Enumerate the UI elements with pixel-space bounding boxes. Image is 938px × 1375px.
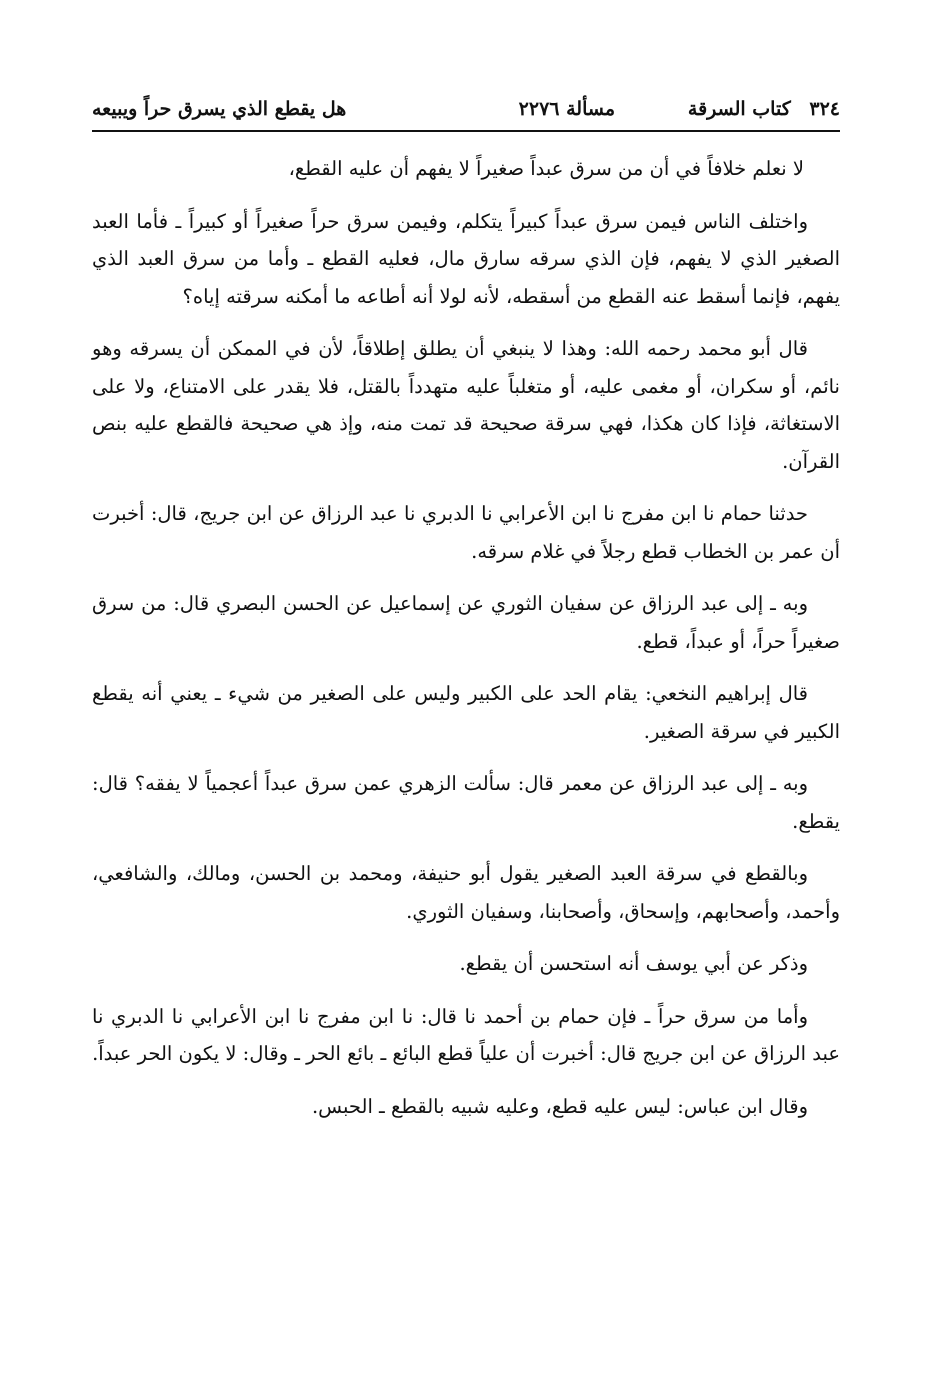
page-body: [92, 150, 840, 1125]
book-title: كتاب السرقة: [687, 98, 791, 120]
running-title: هل يقطع الذي يسرق حراً ويبيعه: [92, 98, 347, 120]
paragraph: وذكر عن أبي يوسف أنه استحسن أن يقطع.: [459, 952, 808, 975]
book-page: [92, 92, 840, 1125]
paragraph: حدثنا حمام نا ابن مفرج نا ابن الأعرابي نا الدبري نا عبد الرزاق عن ابن جريج، قال: أخبرت أن عمر بن الخطاب قطع رجلاً في غلام سرقه.: [92, 502, 840, 563]
paragraph: وأما من سرق حراً ـ فإن حمام بن أحمد نا قال: نا ابن مفرج نا ابن الأعرابي نا الدبري نا عبد الرزاق عن ابن جريج قال: أخبرت أن علياً قطع البائع ـ بائع الحر ـ وقال: لا يكون الحر عبداً.: [92, 1004, 840, 1065]
header-book-info: [688, 92, 840, 126]
paragraph: وبه ـ إلى عبد الرزاق عن معمر قال: سألت الزهري عمن سرق عبداً أعجمياً لا يفقه؟ قال: يقطع.: [92, 772, 840, 833]
paragraph: قال أبو محمد رحمه الله: وهذا لا ينبغي أن يطلق إطلاقاً، لأن في الممكن أن يسرقه وهو نائم، أو سكران، أو مغمى عليه، أو متغلباً عليه متهدداً بالقتل، فلا يقدر على الامتناع، ولا على الاستغاثة، فإذا كان هكذا، فهي سرقة صحيحة قد تمت منه، وإذ هي صحيحة فالقطع عليه بنص القرآن.: [92, 337, 840, 473]
paragraph: لا نعلم خلافاً في أن من سرق عبداً صغيراً لا يفهم أن عليه القطع،: [288, 157, 804, 180]
page-number: ٣٢٤: [809, 98, 840, 120]
paragraph: واختلف الناس فيمن سرق عبداً كبيراً يتكلم، وفيمن سرق حراً صغيراً أو كبيراً ـ فأما العبد الصغير الذي لا يفهم، فإن الذي سرقه سارق مال، فعليه القطع ـ وأما من سرق العبد الذي يفهم، فإنما أسقط عنه القطع من أسقطه، لأنه لولا أنه أطاعه ما أمكنه سرقته إياه؟: [92, 209, 840, 308]
paragraph: وقال ابن عباس: ليس عليه قطع، وعليه شبيه بالقطع ـ الحبس.: [311, 1094, 808, 1118]
paragraph: وبالقطع في سرقة العبد الصغير يقول أبو حنيفة، ومحمد بن الحسن، ومالك، والشافعي، وأحمد، وأصحابهم، وإسحاق، وأصحابنا، وسفيان الثوري.: [92, 862, 840, 923]
paragraph: قال إبراهيم النخعي: يقام الحد على الكبير وليس على الصغير من شيء ـ يعني أنه يقطع الكبير في سرقة الصغير.: [92, 682, 840, 743]
issue-number: مسألة ٢٢٧٦: [518, 98, 615, 120]
header-rule: [92, 130, 840, 132]
paragraph: وبه ـ إلى عبد الرزاق عن سفيان الثوري عن إسماعيل عن الحسن البصري قال: من سرق صغيراً حراً، أو عبداً، قطع.: [92, 592, 840, 653]
page-header: [92, 92, 840, 126]
